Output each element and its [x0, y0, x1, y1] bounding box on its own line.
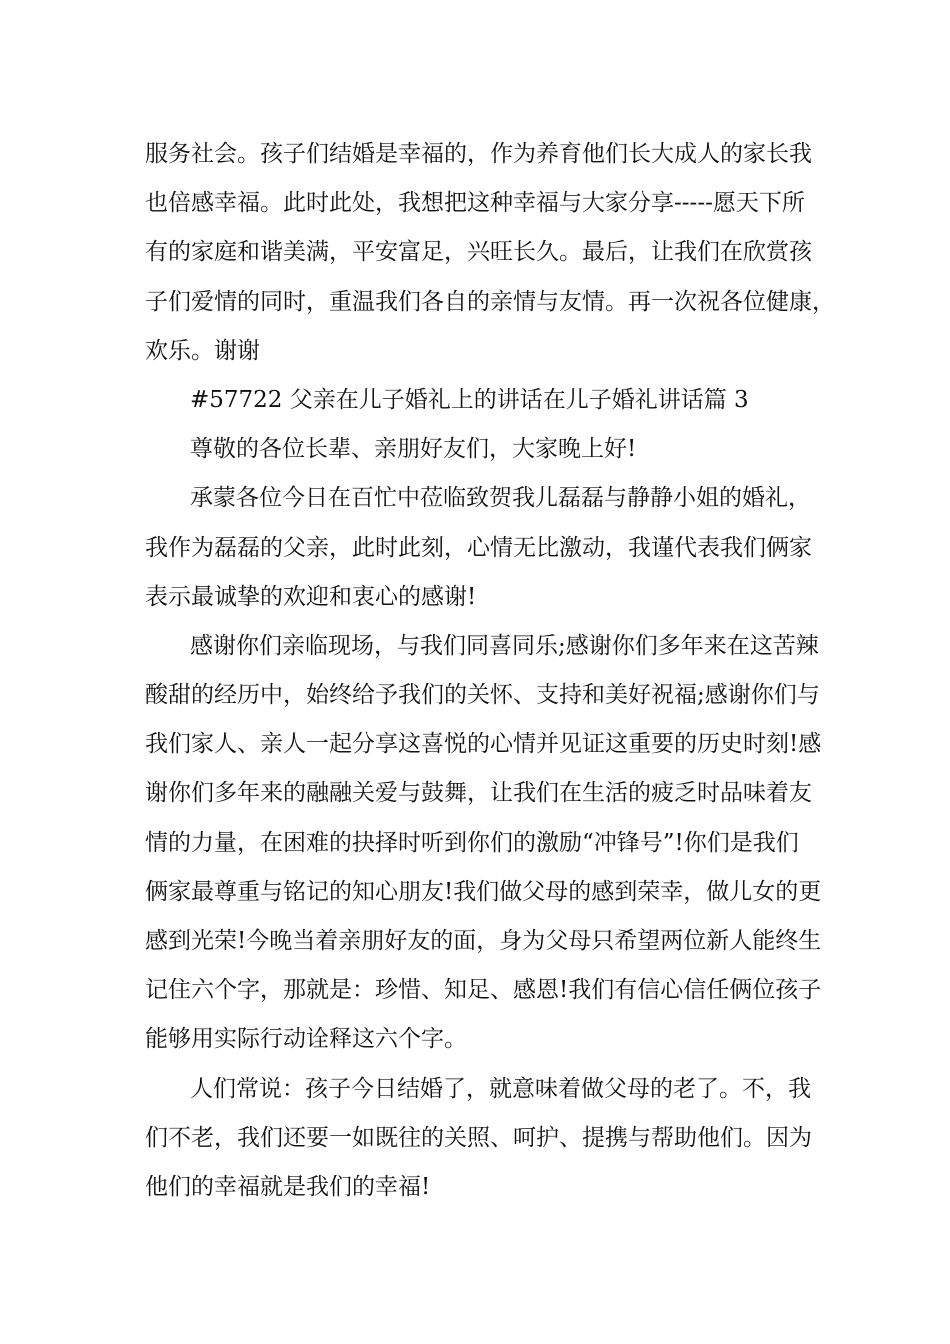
text-line: 感谢你们亲临现场，与我们同喜同乐;感谢你们多年来在这苦辣 — [190, 632, 819, 659]
text-line: 情的力量，在困难的抉择时听到你们的激励“冲锋号”!你们是我们 — [145, 829, 799, 856]
paragraph-closing-remarks — [145, 130, 835, 376]
text-line: 记住六个字，那就是：珍惜、知足、感恩!我们有信心信任俩位孩子 — [145, 977, 822, 1004]
text-line: 有的家庭和谐美满，平安富足，兴旺长久。最后，让我们在欣赏孩 — [145, 239, 812, 266]
text-line: 俩家最尊重与铭记的知心朋友!我们做父母的感到荣幸，做儿女的更 — [145, 878, 822, 905]
text-line: 我作为磊磊的父亲，此时此刻，心情无比激动，我谨代表我们俩家 — [145, 534, 812, 561]
text-line: 酸甜的经历中，始终给予我们的关怀、支持和美好祝福;感谢你们与 — [145, 682, 820, 709]
section-heading: #57722 父亲在儿子婚礼上的讲话在儿子婚礼讲话篇 3 — [190, 386, 749, 413]
text-line: 他们的幸福就是我们的幸福! — [145, 1173, 431, 1200]
text-line: 子们爱情的同时，重温我们各自的亲情与友情。再一次祝各位健康， — [145, 288, 835, 315]
text-line: 谢你们多年来的融融关爱与鼓舞，让我们在生活的疲乏时品味着友 — [145, 780, 812, 807]
text-line: 欢乐。谢谢 — [145, 337, 260, 364]
text-line: 我们家人、亲人一起分享这喜悦的心情并见证这重要的历史时刻!感 — [145, 731, 822, 758]
paragraph-parents — [145, 1065, 835, 1213]
text-line: 承蒙各位今日在百忙中莅临致贺我儿磊磊与静静小姐的婚礼， — [190, 485, 811, 512]
paragraph-welcome — [145, 474, 835, 622]
paragraph-thanks — [145, 622, 835, 1065]
text-line: 也倍感幸福。此时此处，我想把这种幸福与大家分享-----愿天下所 — [145, 190, 805, 217]
greeting-line: 尊敬的各位长辈、亲朋好友们，大家晚上好! — [190, 436, 637, 463]
text-line: 能够用实际行动诠释这六个字。 — [145, 1026, 467, 1053]
text-line: 服务社会。孩子们结婚是幸福的，作为养育他们长大成人的家长我 — [145, 141, 812, 167]
text-line: 人们常说：孩子今日结婚了，就意味着做父母的老了。不，我 — [190, 1075, 811, 1102]
text-line: 们不老，我们还要一如既往的关照、呵护、提携与帮助他们。因为 — [145, 1124, 812, 1151]
text-line: 感到光荣!今晚当着亲朋好友的面，身为父母只希望两位新人能终生 — [145, 928, 822, 954]
document-body — [145, 130, 835, 1212]
text-line: 表示最诚挚的欢迎和衷心的感谢! — [145, 583, 477, 610]
